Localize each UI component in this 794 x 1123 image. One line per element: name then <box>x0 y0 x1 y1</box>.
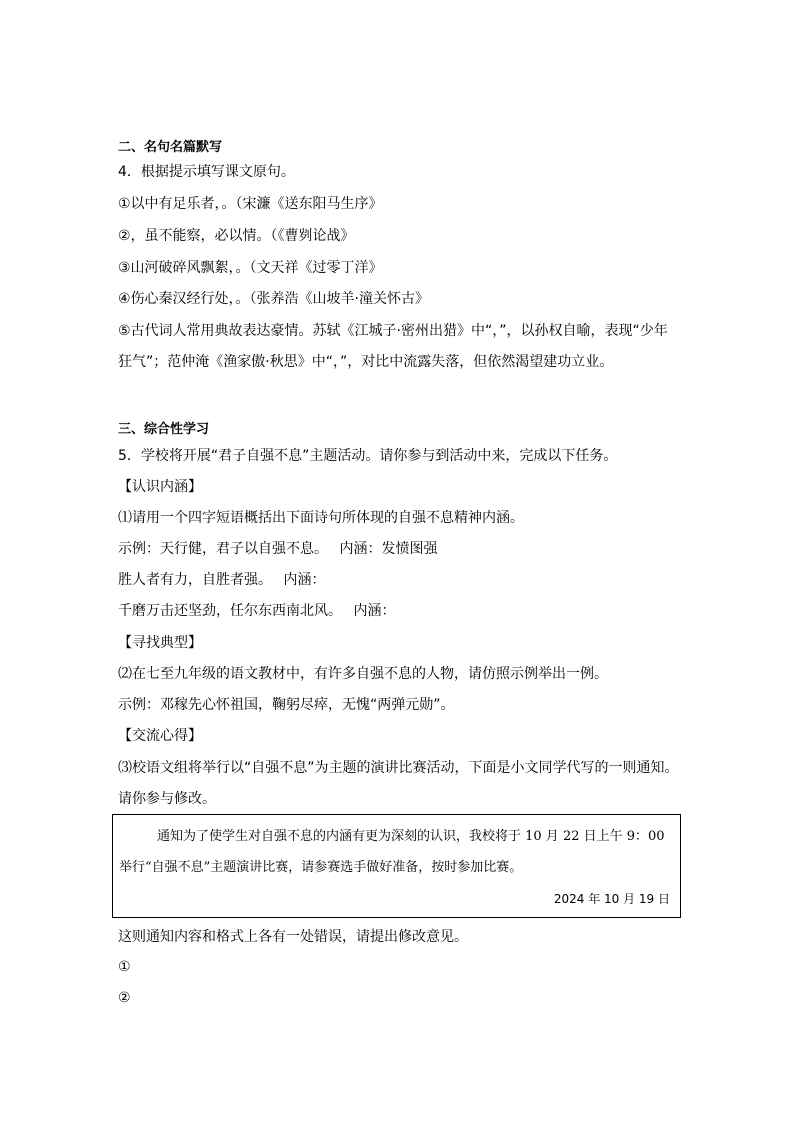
recitation-item-1: ①以中有足乐者，。（宋濂《送东阳马生序》 <box>118 196 383 212</box>
notice-box <box>112 814 681 918</box>
answer-line-2: ② <box>118 990 131 1006</box>
notice-line-1: 通知为了使学生对自强不息的内涵有更为深刻的认识，我校将于 10 月 22 日上午 9：00 <box>157 829 665 844</box>
part1-question: ⑴请用一个四字短语概括出下面诗句所体现的自强不息精神内涵。 <box>118 510 524 526</box>
part2-question: ⑵在七至九年级的语文教材中，有许多自强不息的人物，请仿照示例举出一例。 <box>118 666 608 682</box>
part1-title: 【认识内涵】 <box>118 479 202 495</box>
recitation-item-4: ④伤心秦汉经行处，。（张养浩《山坡羊·潼关怀古》 <box>118 291 429 307</box>
notice-date: 2024 年 10 月 19 日 <box>553 892 670 906</box>
part3-title: 【交流心得】 <box>118 728 202 744</box>
question-4: 4．根据提示填写课文原句。 <box>118 164 295 180</box>
section-heading-3: 三、综合性学习 <box>118 422 210 437</box>
part2-example: 示例：邓稼先心怀祖国，鞠躬尽瘁，无愧“两弹元勋”。 <box>118 697 455 713</box>
question-5: 5．学校将开展“君子自强不息”主题活动。请你参与到活动中来，完成以下任务。 <box>118 448 618 464</box>
notice-correction-prompt: 这则通知内容和格式上各有一处错误，请提出修改意见。 <box>118 929 468 945</box>
recitation-item-2: ②，虽不能察，必以情。（《曹刿论战》 <box>118 228 355 244</box>
recitation-item-3: ③山河破碎风飘絮，。（文天祥《过零丁洋》 <box>118 260 383 276</box>
part1-line2: 千磨万击还坚劲，任尔东西南北风。 内涵： <box>118 603 396 619</box>
answer-line-1: ① <box>118 959 131 975</box>
recitation-item-5: ⑤古代词人常用典故表达豪情。苏轼《江城子·密州出猎》中“，”，以孙权自喻，表现“少年 <box>118 323 668 339</box>
recitation-item-5-cont: 狂气”；范仲淹《渔家傲·秋思》中“，”，对比中流露失落，但依然渴望建功立业。 <box>118 354 614 370</box>
section-heading-2: 二、名句名篇默写 <box>118 140 223 155</box>
part2-title: 【寻找典型】 <box>118 635 202 651</box>
part3-question: ⑶校语文组将举行以“自强不息”为主题的演讲比赛活动，下面是小文同学代写的一则通知。 <box>118 760 679 776</box>
part3-question-cont: 请你参与修改。 <box>118 791 216 807</box>
part1-example: 示例：天行健，君子以自强不息。 内涵：发愤图强 <box>118 541 438 557</box>
notice-line-2: 举行“自强不息”主题演讲比赛，请参赛选手做好准备，按时参加比赛。 <box>119 860 523 875</box>
part1-line1: 胜人者有力，自胜者强。 内涵： <box>118 572 326 588</box>
